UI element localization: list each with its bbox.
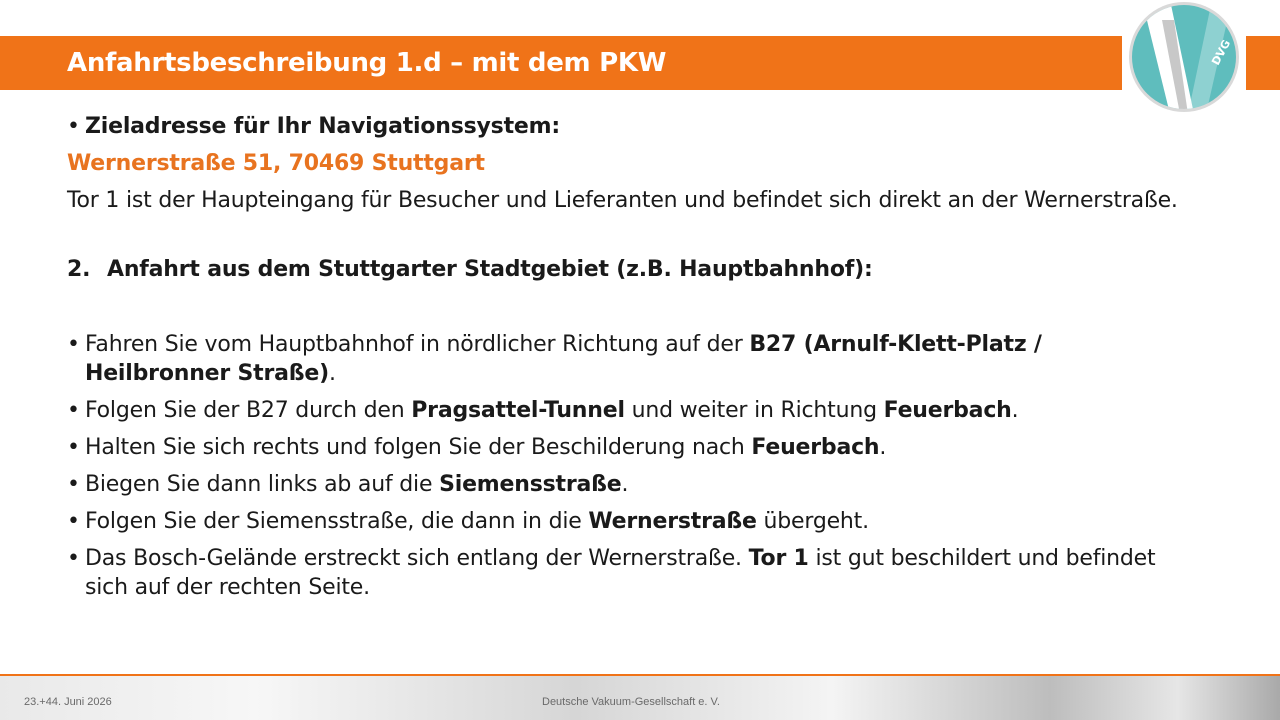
- step-text: Biegen Sie dann links ab auf die: [85, 472, 440, 497]
- step-emphasis: B27 (Arnulf-Klett-Platz / Heilbronner Straße): [85, 332, 1042, 386]
- slide-content: [67, 112, 1187, 610]
- bullet-glyph: •: [67, 332, 80, 357]
- step-text: ist gut beschildert und befindet sich auf der rechten Seite.: [85, 546, 1156, 600]
- step-emphasis: Pragsattel-Tunnel: [411, 398, 625, 423]
- intro-bullet: [67, 112, 1187, 141]
- dvg-logo: [1122, 0, 1246, 114]
- step-text: .: [621, 472, 629, 497]
- step-text: .: [328, 361, 336, 386]
- step-text: Halten Sie sich rechts und folgen Sie der Beschilderung nach: [85, 435, 752, 460]
- section-heading: [67, 255, 1187, 284]
- step-text: Das Bosch-Gelände erstreckt sich entlang der Wernerstraße.: [85, 546, 749, 571]
- direction-step: [67, 433, 1187, 462]
- step-text: Fahren Sie vom Hauptbahnhof in nördlicher Richtung auf der: [85, 332, 750, 357]
- bullet-glyph: •: [67, 509, 80, 534]
- step-text: und weiter in Richtung: [624, 398, 884, 423]
- bullet-glyph: •: [67, 472, 80, 497]
- step-text: Folgen Sie der Siemensstraße, die dann in die: [85, 509, 589, 534]
- direction-step: [67, 507, 1187, 536]
- bullet-glyph: •: [67, 398, 80, 423]
- navigation-heading: Zieladresse für Ihr Navigationssystem:: [85, 114, 560, 139]
- step-text: Folgen Sie der B27 durch den: [85, 398, 412, 423]
- footer-date: 23.+44. Juni 2026: [24, 696, 112, 708]
- step-emphasis: Feuerbach: [751, 435, 880, 460]
- directions-list: [67, 330, 1187, 602]
- footer-organization: Deutsche Vakuum-Gesellschaft e. V.: [542, 696, 720, 708]
- footer: [0, 674, 1280, 720]
- step-text: .: [879, 435, 887, 460]
- bullet-glyph: •: [67, 114, 80, 139]
- page-title: Anfahrtsbeschreibung 1.d – mit dem PKW: [67, 48, 667, 78]
- direction-step: [67, 470, 1187, 499]
- step-emphasis: Feuerbach: [883, 398, 1012, 423]
- dvg-logo-icon: [1122, 0, 1246, 114]
- gate-description: Tor 1 ist der Haupteingang für Besucher und Lieferanten und befindet sich direkt an der Wernerstraße.: [67, 188, 1178, 213]
- step-text: .: [1011, 398, 1019, 423]
- direction-step: [67, 396, 1187, 425]
- step-emphasis: Wernerstraße: [588, 509, 757, 534]
- logo-text: DVG: [1209, 37, 1234, 68]
- bullet-glyph: •: [67, 435, 80, 460]
- direction-step: [67, 544, 1187, 602]
- direction-step: [67, 330, 1187, 388]
- step-text: übergeht.: [756, 509, 869, 534]
- step-emphasis: Tor 1: [748, 546, 809, 571]
- destination-address: Wernerstraße 51, 70469 Stuttgart: [67, 151, 485, 176]
- step-emphasis: Siemensstraße: [439, 472, 622, 497]
- section-title: Anfahrt aus dem Stuttgarter Stadtgebiet (z.B. Hauptbahnhof):: [107, 257, 873, 282]
- title-bar: [0, 36, 1280, 90]
- bullet-glyph: •: [67, 546, 80, 571]
- section-number: 2.: [67, 257, 91, 282]
